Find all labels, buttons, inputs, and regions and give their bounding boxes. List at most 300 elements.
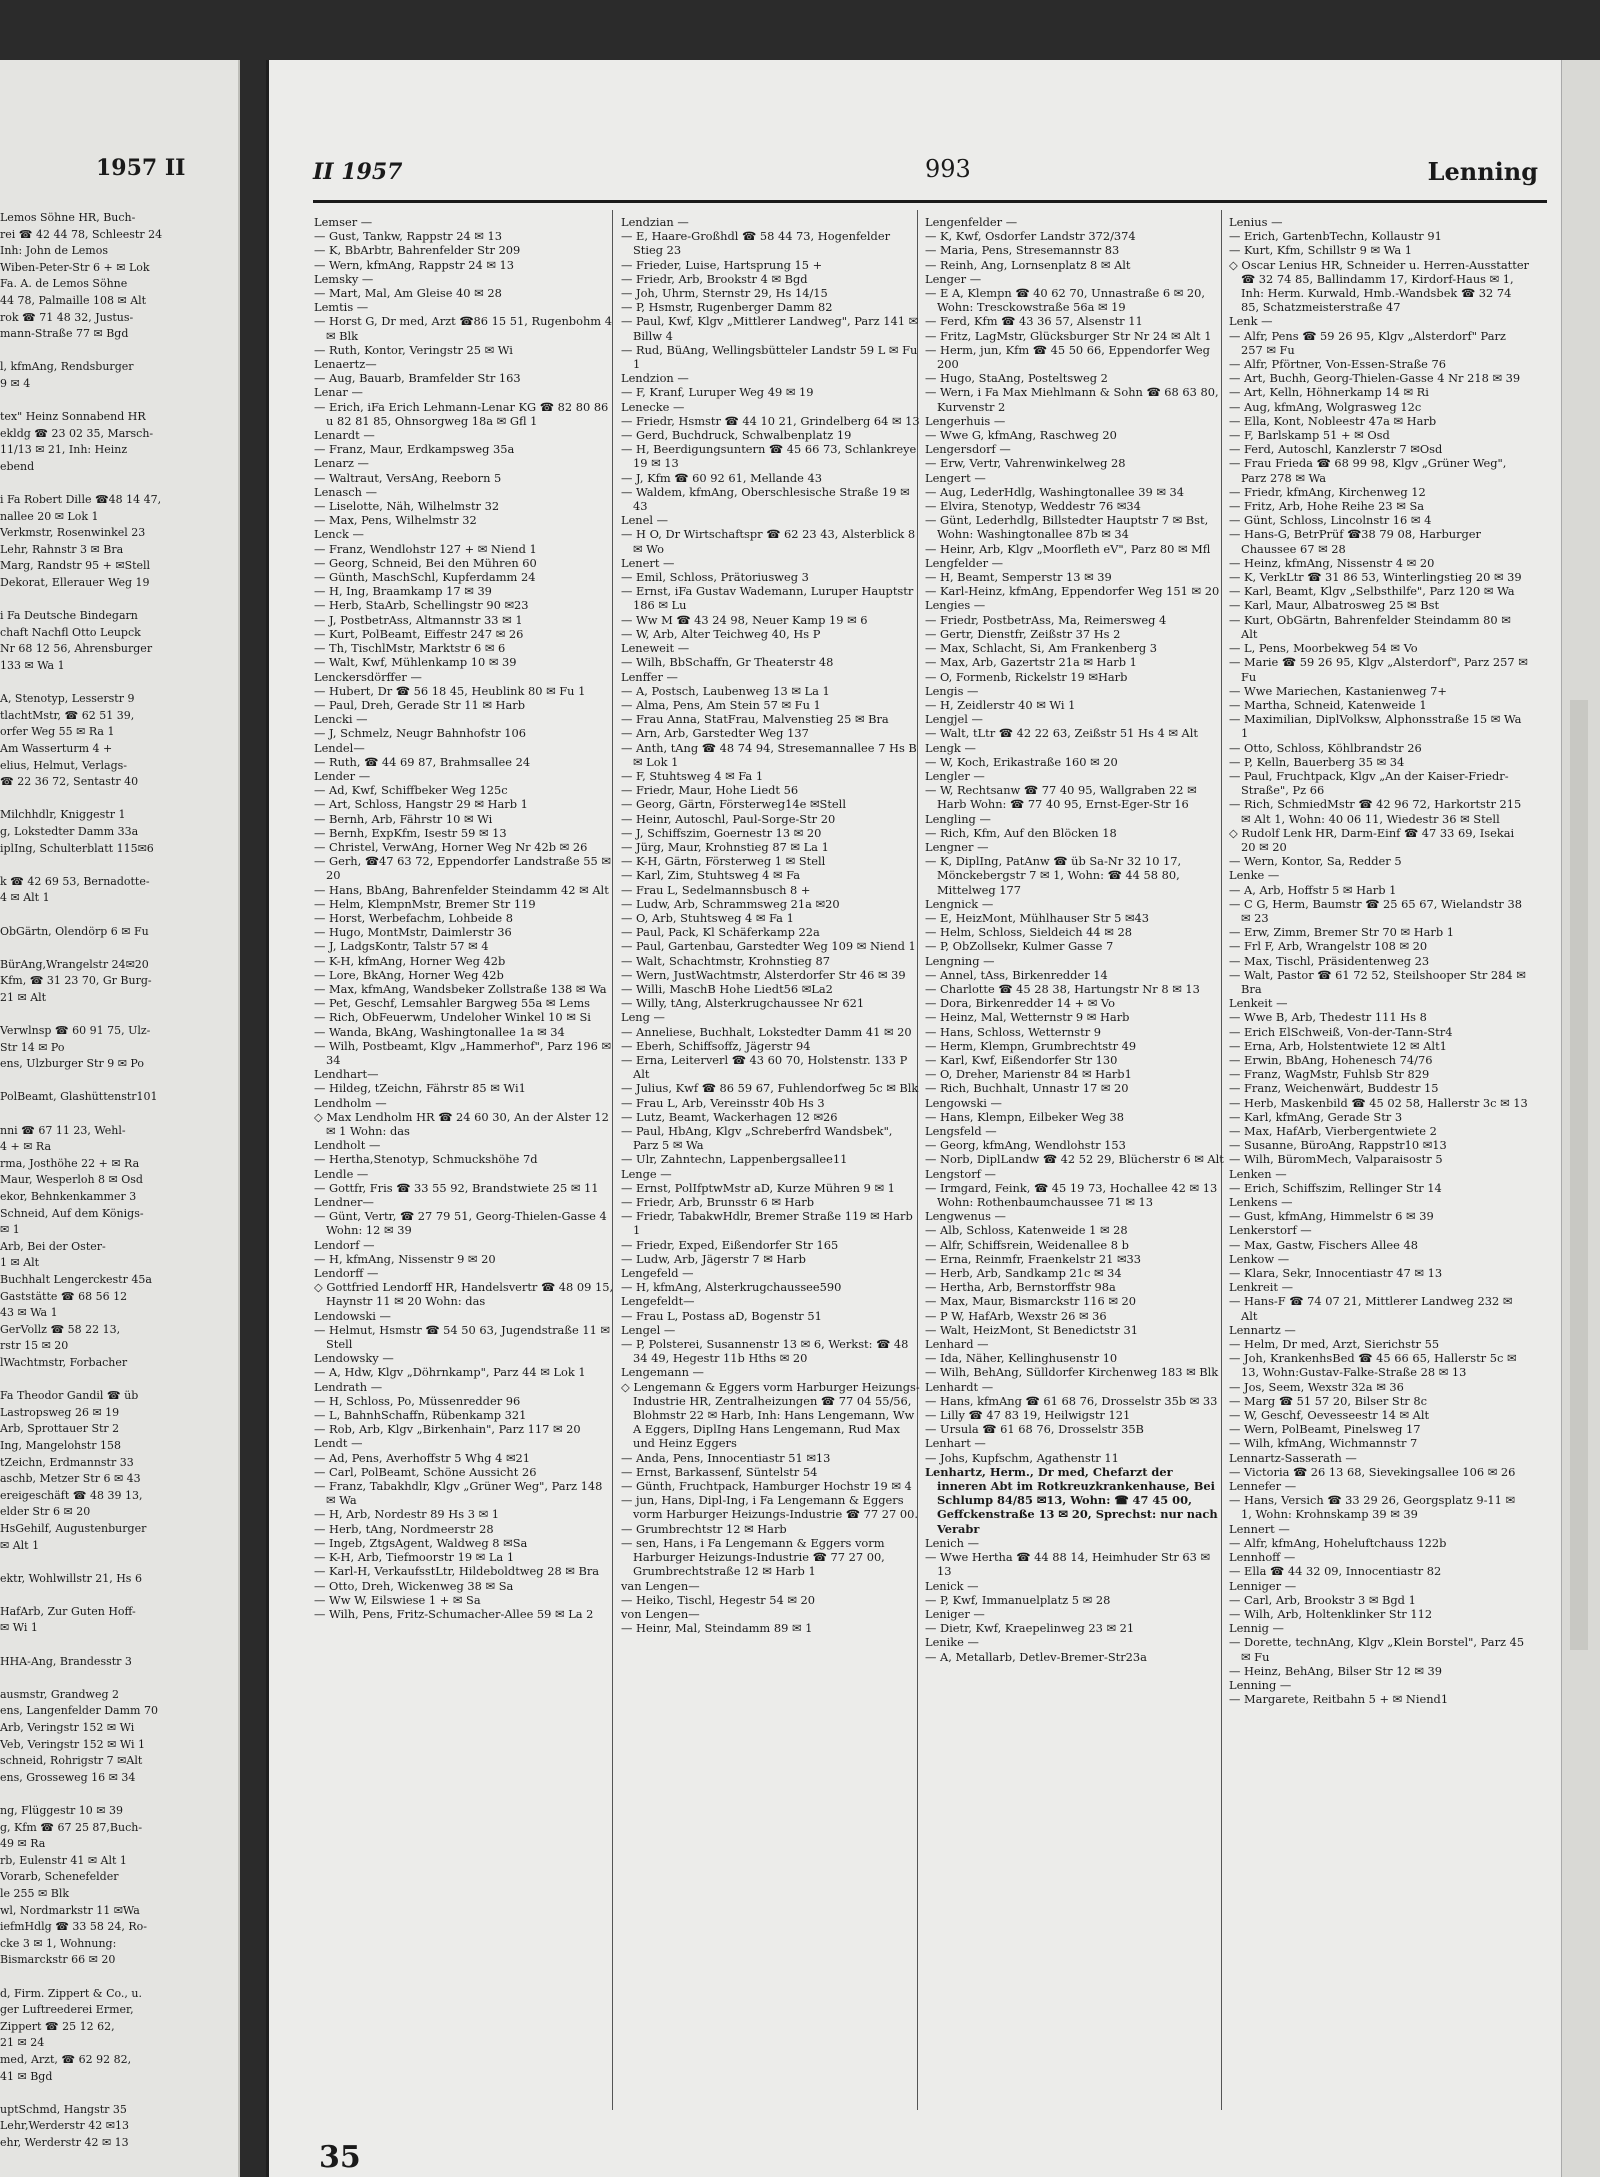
directory-entry: — Günt, Schloss, Lincolnstr 16 ✉ 4 bbox=[1229, 513, 1432, 528]
directory-entry: — Hertha,Stenotyp, Schmuckshöhe 7d bbox=[314, 1152, 538, 1167]
directory-entry: — Walt, Schachtmstr, Krohnstieg 87 bbox=[621, 953, 830, 968]
left-page-line: 1 ✉ Alt bbox=[0, 1256, 40, 1270]
left-page-line bbox=[0, 907, 236, 924]
directory-entry: — Franz, Tabakhdlr, Klgv „Grüner Weg", Parz 148 ✉ Wa bbox=[314, 1479, 603, 1508]
directory-entry: — Ella, Kont, Nobleestr 47a ✉ Harb bbox=[1229, 413, 1437, 428]
left-page-line: 21 ✉ Alt bbox=[0, 990, 47, 1004]
surname-heading: Lendzion — bbox=[621, 371, 689, 386]
directory-entry: — J, Schmelz, Neugr Bahnhofstr 106 bbox=[314, 726, 526, 741]
surname-heading: Lendel— bbox=[314, 740, 365, 755]
surname-heading: Lenarz — bbox=[314, 456, 369, 471]
left-page-line bbox=[0, 1554, 236, 1571]
directory-entry: — Horst, Werbefachm, Lohbeide 8 bbox=[314, 910, 514, 925]
directory-entry: — Wern, i Fa Max Miehlmann & Sohn ☎ 68 63 80, Kurvenstr 2 bbox=[925, 385, 1219, 414]
directory-entry: — Gust, kfmAng, Himmelstr 6 ✉ 39 bbox=[1229, 1209, 1434, 1224]
directory-entry: — Ida, Näher, Kellinghusenstr 10 bbox=[925, 1351, 1118, 1366]
directory-entry: — H, Schloss, Po, Müssenredder 96 bbox=[314, 1393, 521, 1408]
directory-entry: — Martha, Schneid, Katenweide 1 bbox=[1229, 697, 1427, 712]
surname-heading: Lengemann — bbox=[621, 1365, 704, 1380]
directory-entry: — Frl F, Arb, Wrangelstr 108 ✉ 20 bbox=[1229, 939, 1428, 954]
directory-entry: — Alma, Pens, Am Stein 57 ✉ Fu 1 bbox=[621, 697, 821, 712]
directory-entry: — Art, Kelln, Höhnerkamp 14 ✉ Ri bbox=[1229, 385, 1429, 400]
directory-entry: — Margarete, Reitbahn 5 + ✉ Niend1 bbox=[1229, 1692, 1449, 1707]
directory-entry: — Emil, Schloss, Prätoriusweg 3 bbox=[621, 570, 809, 585]
left-page-line: ebend bbox=[0, 459, 35, 473]
directory-entry: — Erna, Arb, Holstentwiete 12 ✉ Alt1 bbox=[1229, 1038, 1447, 1053]
directory-entry: — Wilh, BbSchaffn, Gr Theaterstr 48 bbox=[621, 655, 834, 670]
left-page-line: cke 3 ✉ 1, Wohnung: bbox=[0, 1936, 117, 1950]
directory-entry: — Carl, Arb, Brookstr 3 ✉ Bgd 1 bbox=[1229, 1592, 1416, 1607]
directory-entry: — J, PostbetrAss, Altmannstr 33 ✉ 1 bbox=[314, 612, 523, 627]
left-page-line: g, Lokstedter Damm 33a bbox=[0, 824, 139, 838]
left-page-line: Verwlnsp ☎ 60 91 75, Ulz- bbox=[0, 1024, 151, 1038]
left-page-line: ekor, Behnkenkammer 3 bbox=[0, 1190, 137, 1204]
left-page-line bbox=[0, 476, 236, 493]
directory-entry: — Walt, tLtr ☎ 42 22 63, Zeißstr 51 Hs 4 ✉ Alt bbox=[925, 726, 1198, 741]
directory-entry: — Georg, Schneid, Bei den Mühren 60 bbox=[314, 555, 537, 570]
surname-heading: Lenasch — bbox=[314, 484, 378, 499]
directory-entry: — Julius, Kwf ☎ 86 59 67, Fuhlendorfweg 5c ✉ Blk bbox=[621, 1081, 919, 1096]
surname-heading: Lenger — bbox=[925, 271, 982, 286]
directory-entry: — Alfr, Pens ☎ 59 26 95, Klgv „Alsterdorf" Parz 257 ✉ Fu bbox=[1229, 328, 1506, 357]
left-page-line: ektr, Wohlwillstr 21, Hs 6 bbox=[0, 1571, 142, 1585]
left-page-line: uptSchmd, Hangstr 35 bbox=[0, 2102, 127, 2116]
directory-entry: — Joh, KrankenhsBed ☎ 45 66 65, Hallerstr 5c ✉ 13, Wohn:Gustav-Falke-Straße 28 ✉ 13 bbox=[1229, 1351, 1517, 1380]
directory-entry: — E, HeizMont, Mühlhauser Str 5 ✉43 bbox=[925, 910, 1150, 925]
left-page-line: ens, Ulzburger Str 9 ✉ Po bbox=[0, 1057, 145, 1071]
directory-entry: — Günt, Lederhdlg, Billstedter Hauptstr 7 ✉ Bst, Wohn: Washingtonallee 87b ✉ 34 bbox=[925, 513, 1209, 542]
left-page-line: Verkmstr, Rosenwinkel 23 bbox=[0, 526, 146, 540]
directory-entry: — Ella ☎ 44 32 09, Innocentiastr 82 bbox=[1229, 1564, 1442, 1579]
directory-entry: — Grumbrechtstr 12 ✉ Harb bbox=[621, 1521, 787, 1536]
surname-heading: Lengefeld — bbox=[621, 1266, 694, 1281]
surname-heading: Lenar — bbox=[314, 385, 363, 400]
left-page-line: Schneid, Auf dem Königs- bbox=[0, 1206, 144, 1220]
directory-entry: — Karl, kfmAng, Gerade Str 3 bbox=[1229, 1109, 1403, 1124]
directory-entry: — Waltraut, VersAng, Reeborn 5 bbox=[314, 470, 502, 485]
left-page-line: Arb, Sprottauer Str 2 bbox=[0, 1422, 120, 1436]
surname-heading: Lenkeit — bbox=[1229, 996, 1288, 1011]
directory-entry: — Hans-F ☎ 74 07 21, Mittlerer Landweg 232 ✉ Alt bbox=[1229, 1294, 1513, 1323]
directory-entry: — Karl, Zim, Stuhtsweg 4 ✉ Fa bbox=[621, 868, 801, 883]
surname-heading: Lenhardt — bbox=[925, 1379, 994, 1394]
left-page-line bbox=[0, 1106, 236, 1123]
surname-heading: Lengsfeld — bbox=[925, 1124, 997, 1138]
directory-entry: — Rich, Buchhalt, Unnastr 17 ✉ 20 bbox=[925, 1081, 1129, 1096]
directory-entry: — Walt, HeizMont, St Benedictstr 31 bbox=[925, 1322, 1139, 1337]
page-header bbox=[313, 155, 1538, 195]
directory-entry: — Arn, Arb, Garstedter Weg 137 bbox=[621, 726, 809, 741]
directory-entry: — Heinz, BehAng, Bilser Str 12 ✉ 39 bbox=[1229, 1663, 1442, 1678]
left-page-line bbox=[0, 592, 236, 609]
left-page-line bbox=[0, 1969, 236, 1986]
directory-entry: — Wwe G, kfmAng, Raschweg 20 bbox=[925, 428, 1117, 443]
surname-heading: Lengwenus — bbox=[925, 1209, 1006, 1224]
directory-entry: — W, Arb, Alter Teichweg 40, Hs P bbox=[621, 626, 821, 641]
left-page-line bbox=[0, 343, 236, 360]
directory-entry: — Heiko, Tischl, Hegestr 54 ✉ 20 bbox=[621, 1592, 815, 1607]
surname-heading: Lennert — bbox=[1229, 1521, 1290, 1536]
surname-heading: Lenck — bbox=[314, 527, 364, 542]
surname-heading: Leneweit — bbox=[621, 641, 690, 656]
left-page-line bbox=[0, 940, 236, 957]
directory-entry: — Helm, Dr med, Arzt, Sierichstr 55 bbox=[1229, 1337, 1440, 1352]
surname-heading: Lenardt — bbox=[314, 428, 375, 443]
directory-entry: — Lilly ☎ 47 83 19, Heilwigstr 121 bbox=[925, 1408, 1131, 1423]
directory-entry: — Charlotte ☎ 45 28 38, Hartungstr Nr 8 ✉ 13 bbox=[925, 981, 1200, 996]
left-page-line: A, Stenotyp, Lesserstr 9 bbox=[0, 692, 135, 706]
surname-heading: van Lengen— bbox=[621, 1578, 700, 1593]
left-page-line: Nr 68 12 56, Ahrensburger bbox=[0, 642, 153, 656]
left-page-line: iefmHdlg ☎ 33 58 24, Ro- bbox=[0, 1920, 148, 1934]
directory-entry: — Kurt, PolBeamt, Eiffestr 247 ✉ 26 bbox=[314, 626, 524, 641]
surname-heading: Lenke — bbox=[1229, 868, 1280, 883]
directory-entry: — Karl-H, VerkaufsstLtr, Hildeboldtweg 28 ✉ Bra bbox=[314, 1564, 600, 1579]
left-page-line: Ing, Mangelohstr 158 bbox=[0, 1438, 121, 1452]
directory-entry: ◇ Oscar Lenius HR, Schneider u. Herren-Ausstatter ☎ 32 74 85, Ballindamm 17, Kirdorf-Haus ✉ 1, Inh: Herm. Kurwald, Hmb.-Wandsbek ☎ 32 74 85, Schatzmeisterstraße 47 bbox=[1229, 257, 1530, 315]
surname-heading: Lenning — bbox=[1229, 1677, 1292, 1692]
header-volume-year: II 1957 bbox=[313, 159, 403, 185]
directory-entry: — Max, HafArb, Vierbergentwiete 2 bbox=[1229, 1124, 1437, 1138]
left-page-line: rei ☎ 42 44 78, Schleestr 24 bbox=[0, 227, 163, 241]
directory-entry: — P, Kwf, Immanuelplatz 5 ✉ 28 bbox=[925, 1592, 1111, 1607]
directory-entry: — Frieder, Luise, Hartsprung 15 + bbox=[621, 257, 823, 272]
directory-entry: — K-H, Arb, Tiefmoorstr 19 ✉ La 1 bbox=[314, 1550, 515, 1565]
directory-entry: — Marg ☎ 51 57 20, Bilser Str 8c bbox=[1229, 1393, 1427, 1408]
directory-entry: — F, Stuhtsweg 4 ✉ Fa 1 bbox=[621, 768, 764, 783]
directory-entry: — Ingeb, ZtgsAgent, Waldweg 8 ✉Sa bbox=[314, 1535, 528, 1550]
surname-heading: Lendowsky — bbox=[314, 1351, 394, 1366]
directory-entry: — Norb, DiplLandw ☎ 42 52 29, Blücherstr 6 ✉ Alt bbox=[925, 1152, 1224, 1167]
left-page-line bbox=[0, 1073, 236, 1090]
directory-entry: — Paul, Fruchtpack, Klgv „An der Kaiser-Friedr-Straße", Pz 66 bbox=[1229, 768, 1509, 798]
directory-entry: — Ruth, Kontor, Veringstr 25 ✉ Wi bbox=[314, 342, 513, 357]
directory-entry: — Otto, Schloss, Köhlbrandstr 26 bbox=[1229, 740, 1422, 755]
directory-entry: — Max, Gastw, Fischers Allee 48 bbox=[1229, 1237, 1418, 1252]
directory-entry: ◇ Rudolf Lenk HR, Darm-Einf ☎ 47 33 69, Isekai 20 ✉ 20 bbox=[1229, 825, 1515, 854]
left-page-line: rma, Josthöhe 22 + ✉ Ra bbox=[0, 1156, 140, 1170]
directory-entry: — Paul, Gartenbau, Garstedter Weg 109 ✉ Niend 1 bbox=[621, 939, 916, 954]
left-page-line: rb, Eulenstr 41 ✉ Alt 1 bbox=[0, 1853, 127, 1867]
directory-entry: — K, DiplIng, PatAnw ☎ üb Sa-Nr 32 10 17, Mönckebergstr 7 ✉ 1, Wohn: ☎ 44 58 80, Mittelweg 177 bbox=[925, 854, 1182, 897]
surname-heading: Lenkow — bbox=[1229, 1251, 1290, 1266]
directory-entry: — A, Arb, Hoffstr 5 ✉ Harb 1 bbox=[1229, 882, 1397, 897]
directory-entry: — Ruth, ☎ 44 69 87, Brahmsallee 24 bbox=[314, 754, 531, 769]
directory-entry: — Karl, Kwf, Eißendorfer Str 130 bbox=[925, 1052, 1118, 1067]
surname-heading: Lennartz — bbox=[1229, 1322, 1296, 1337]
directory-entry: — Lutz, Beamt, Wackerhagen 12 ✉26 bbox=[621, 1109, 838, 1124]
directory-entry: — Paul, HbAng, Klgv „Schreberfrd Wandsbek", Parz 5 ✉ Wa bbox=[621, 1124, 893, 1153]
left-page-line: orfer Weg 55 ✉ Ra 1 bbox=[0, 725, 115, 739]
surname-heading: Lenhard — bbox=[925, 1337, 989, 1352]
directory-entry: — Franz, WagMstr, Fuhlsb Str 829 bbox=[1229, 1067, 1430, 1082]
surname-heading: Lemtis — bbox=[314, 300, 369, 315]
directory-entry: — Gerd, Buchdruck, Schwalbenplatz 19 bbox=[621, 428, 852, 443]
surname-heading: Lengfelder — bbox=[925, 555, 1004, 570]
directory-entry: — Aug, LederHdlg, Washingtonallee 39 ✉ 34 bbox=[925, 484, 1184, 499]
directory-entry: — Jos, Seem, Wexstr 32a ✉ 36 bbox=[1229, 1379, 1404, 1394]
left-page-line: HsGehilf, Augustenburger bbox=[0, 1521, 147, 1535]
directory-entry: — Erich, iFa Erich Lehmann-Lenar KG ☎ 82 80 86 u 82 81 85, Ohnsorgweg 18a ✉ Gfl 1 bbox=[314, 399, 609, 428]
left-page-line: i Fa Robert Dille ☎48 14 47, bbox=[0, 493, 162, 507]
left-page-line: Gaststätte ☎ 68 56 12 bbox=[0, 1289, 128, 1303]
directory-entry: — Helm, KlempnMstr, Bremer Str 119 bbox=[314, 896, 536, 911]
directory-entry: — Wern, PolBeamt, Pinelsweg 17 bbox=[1229, 1422, 1421, 1437]
left-page-line: Milchhdlr, Kniggestr 1 bbox=[0, 808, 126, 822]
directory-entry: — Friedr, Maur, Hohe Liedt 56 bbox=[621, 783, 799, 798]
directory-entry: — Willy, tAng, Alsterkrugchaussee Nr 621 bbox=[621, 996, 865, 1011]
directory-entry: — Anth, tAng ☎ 48 74 94, Stresemannallee 7 Hs B ✉ Lok 1 bbox=[621, 740, 917, 769]
directory-entry: — Max, Schlacht, Si, Am Frankenberg 3 bbox=[925, 641, 1158, 656]
left-page-line: ng, Flüggestr 10 ✉ 39 bbox=[0, 1804, 123, 1817]
surname-heading: Lenhart — bbox=[925, 1436, 986, 1451]
directory-entry: — Marie ☎ 59 26 95, Klgv „Alsterdorf", Parz 257 ✉ Fu bbox=[1229, 655, 1528, 684]
directory-entry: — Ernst, Barkassenf, Süntelstr 54 bbox=[621, 1464, 818, 1479]
left-page-line: rok ☎ 71 48 32, Justus- bbox=[0, 310, 134, 324]
directory-entry: — Horst G, Dr med, Arzt ☎86 15 51, Rugenbohm 4 ✉ Blk bbox=[314, 314, 612, 343]
directory-entry: — Ww W, Eilswiese 1 + ✉ Sa bbox=[314, 1592, 481, 1607]
left-page-line: Zippert ☎ 25 12 62, bbox=[0, 2019, 115, 2033]
surname-heading: Lenkerstorf — bbox=[1229, 1223, 1312, 1238]
directory-entry: — Gottfr, Fris ☎ 33 55 92, Brandstwiete 25 ✉ 11 bbox=[314, 1180, 599, 1195]
surname-heading: Lengel — bbox=[621, 1322, 676, 1337]
left-page-line bbox=[0, 393, 236, 410]
directory-entry: — Hans-G, BetrPrüf ☎38 79 08, Harburger Chaussee 67 ✉ 28 bbox=[1229, 527, 1481, 556]
surname-heading: Lennefer — bbox=[1229, 1479, 1297, 1494]
surname-heading: Lengstorf — bbox=[925, 1166, 996, 1181]
directory-entry: — H, kfmAng, Nissenstr 9 ✉ 20 bbox=[314, 1251, 496, 1266]
directory-page bbox=[266, 60, 1600, 2177]
left-page-line: Lastropsweg 26 ✉ 19 bbox=[0, 1405, 120, 1419]
directory-entry: — Hans, Schloss, Wetternstr 9 bbox=[925, 1024, 1102, 1039]
directory-entry: — Rich, SchmiedMstr ☎ 42 96 72, Harkortstr 215 ✉ Alt 1, Wohn: 40 06 11, Wiedestr 36 ✉ Stell bbox=[1229, 797, 1522, 826]
directory-entry: — Gust, Tankw, Rappstr 24 ✉ 13 bbox=[314, 229, 502, 244]
directory-entry: — Karl, Maur, Albatrosweg 25 ✉ Bst bbox=[1229, 598, 1440, 613]
directory-entry: — Günth, MaschSchl, Kupferdamm 24 bbox=[314, 570, 536, 585]
directory-entry: — Anneliese, Buchhalt, Lokstedter Damm 41 ✉ 20 bbox=[621, 1024, 912, 1039]
directory-entry: — Otto, Dreh, Wickenweg 38 ✉ Sa bbox=[314, 1578, 514, 1593]
directory-entry: — P W, HafArb, Wexstr 26 ✉ 36 bbox=[925, 1308, 1107, 1323]
directory-entry: — A, Hdw, Klgv „Döhrnkamp", Parz 44 ✉ Lok 1 bbox=[314, 1365, 586, 1380]
directory-entry: — Wilh, Postbeamt, Klgv „Hammerhof", Parz 196 ✉ 34 bbox=[314, 1038, 612, 1067]
surname-heading: Lenffer — bbox=[621, 669, 678, 684]
directory-entry: — Annel, tAss, Birkenredder 14 bbox=[925, 967, 1108, 982]
directory-entry: — Erw, Zimm, Bremer Str 70 ✉ Harb 1 bbox=[1229, 925, 1455, 940]
directory-entry: — Aug, Bauarb, Bramfelder Str 163 bbox=[314, 371, 521, 386]
directory-entry: — J, Kfm ☎ 60 92 61, Mellande 43 bbox=[621, 470, 823, 485]
left-page-line: ObGärtn, Olendörp 6 ✉ Fu bbox=[0, 924, 149, 938]
directory-entry: — Ludw, Arb, Schrammsweg 21a ✉20 bbox=[621, 896, 840, 911]
directory-entry: — Georg, kfmAng, Wendlohstr 153 bbox=[925, 1138, 1126, 1153]
left-page-line bbox=[0, 791, 236, 808]
directory-entry: — Reinh, Ang, Lornsenplatz 8 ✉ Alt bbox=[925, 257, 1131, 272]
directory-entry: — K, VerkLtr ☎ 31 86 53, Winterlingstieg 20 ✉ 39 bbox=[1229, 570, 1522, 585]
surname-heading: Lenniger — bbox=[1229, 1578, 1297, 1593]
directory-entry: — Heinz, kfmAng, Nissenstr 4 ✉ 20 bbox=[1229, 555, 1435, 570]
directory-entry: — J, LadgsKontr, Talstr 57 ✉ 4 bbox=[314, 939, 489, 954]
directory-entry: ◇ Gottfried Lendorff HR, Handelsvertr ☎ 48 09 15, Haynstr 11 ✉ 20 Wohn: das bbox=[314, 1280, 614, 1309]
surname-heading: Lengler — bbox=[925, 768, 985, 783]
surname-heading: Lenken — bbox=[1229, 1166, 1287, 1181]
directory-entry: — Ferd, Kfm ☎ 43 36 57, Alsenstr 11 bbox=[925, 314, 1143, 329]
directory-entry: — Paul, Dreh, Gerade Str 11 ✉ Harb bbox=[314, 697, 525, 712]
left-page-line: ehr, Werderstr 42 ✉ 13 bbox=[0, 2135, 129, 2149]
surname-heading: Lendle — bbox=[314, 1166, 369, 1181]
left-page-line: ereigeschäft ☎ 48 39 13, bbox=[0, 1488, 143, 1502]
column-1 bbox=[314, 215, 614, 1621]
header-page-number: 993 bbox=[925, 155, 971, 183]
directory-entry: — Irmgard, Feink, ☎ 45 19 73, Hochallee 42 ✉ 13 Wohn: Rothenbaumchaussee 71 ✉ 13 bbox=[925, 1180, 1218, 1210]
directory-entry: — Franz, Maur, Erdkampsweg 35a bbox=[314, 442, 515, 457]
directory-entry: — Walt, Kwf, Mühlenkamp 10 ✉ 39 bbox=[314, 655, 517, 670]
surname-heading: Lendowski — bbox=[314, 1308, 391, 1323]
left-page-line bbox=[0, 2085, 236, 2102]
directory-entry: — F, Barlskamp 51 + ✉ Osd bbox=[1229, 428, 1390, 443]
directory-entry: — Frau Anna, StatFrau, Malvenstieg 25 ✉ Bra bbox=[621, 712, 889, 727]
surname-heading: von Lengen— bbox=[621, 1606, 700, 1621]
surname-heading: Lendholm — bbox=[314, 1095, 387, 1110]
surname-heading: Lendzian — bbox=[621, 215, 689, 229]
directory-entry: — Hans, Versich ☎ 33 29 26, Georgsplatz 9-11 ✉ 1, Wohn: Krohnskamp 39 ✉ 39 bbox=[1229, 1493, 1516, 1522]
directory-entry: — Hans, BbAng, Bahrenfelder Steindamm 42 ✉ Alt bbox=[314, 882, 609, 897]
directory-entry: — Hans, Klempn, Eilbeker Weg 38 bbox=[925, 1109, 1124, 1124]
left-page-line: ausmstr, Grandweg 2 bbox=[0, 1687, 120, 1701]
left-page-line: med, Arzt, ☎ 62 92 82, bbox=[0, 2052, 132, 2066]
left-page-line: Kfm, ☎ 31 23 70, Gr Burg- bbox=[0, 974, 152, 988]
directory-entry: — Wern, Kontor, Sa, Redder 5 bbox=[1229, 854, 1402, 869]
directory-entry: — P, Hsmstr, Rugenberger Damm 82 bbox=[621, 300, 833, 315]
directory-entry: — Max, Arb, Gazertstr 21a ✉ Harb 1 bbox=[925, 655, 1137, 670]
directory-entry: — Erwin, BbAng, Hohenesch 74/76 bbox=[1229, 1052, 1433, 1067]
directory-entry: — Ad, Kwf, Schiffbeker Weg 125c bbox=[314, 783, 508, 798]
directory-entry: — J, Schiffszim, Goernestr 13 ✉ 20 bbox=[621, 825, 822, 840]
directory-entry: — Wilh, Pens, Fritz-Schumacher-Allee 59 ✉ La 2 bbox=[314, 1606, 594, 1621]
left-page-line: 4 ✉ Alt 1 bbox=[0, 891, 50, 905]
directory-entry: — Klara, Sekr, Innocentiastr 47 ✉ 13 bbox=[1229, 1266, 1443, 1281]
directory-entry: — Helmut, Hsmstr ☎ 54 50 63, Jugendstraße 11 ✉ Stell bbox=[314, 1322, 610, 1352]
surname-heading: Lendholt — bbox=[314, 1138, 381, 1153]
surname-heading: Lendrath — bbox=[314, 1379, 383, 1394]
directory-entry: — Frau Frieda ☎ 68 99 98, Klgv „Grüner Weg", Parz 278 ✉ Wa bbox=[1229, 456, 1507, 485]
directory-entry: — Frau L, Arb, Vereinsstr 40b Hs 3 bbox=[621, 1095, 825, 1110]
left-page-line: ✉ Wi 1 bbox=[0, 1621, 38, 1635]
directory-entry: ◇ Lengemann & Eggers vorm Harburger Heizungs-Industrie HR, Zentralheizungen ☎ 77 04 55/56, Blohmstr 22 ✉ Harb, Inh: Hans Lengemann, Ww A Eggers, DiplIng Hans Lengemann, Rud Max und Heinz Eggers bbox=[621, 1379, 920, 1451]
surname-heading: Lenecke — bbox=[621, 399, 685, 414]
surname-heading: Lenk — bbox=[1229, 314, 1273, 329]
page-edge-strip bbox=[1561, 60, 1600, 2177]
surname-heading: Lengis — bbox=[925, 683, 979, 698]
directory-entry: — Erich, Schiffszim, Rellinger Str 14 bbox=[1229, 1180, 1442, 1195]
left-page-line: 9 ✉ 4 bbox=[0, 376, 31, 390]
directory-entry: — Wilh, BüromMech, Valparaisostr 5 bbox=[1229, 1152, 1443, 1167]
left-page-line: 133 ✉ Wa 1 bbox=[0, 659, 65, 673]
directory-entry: — Herb, Arb, Sandkamp 21c ✉ 34 bbox=[925, 1266, 1122, 1281]
directory-entry: — Günth, Fruchtpack, Hamburger Hochstr 19 ✉ 4 bbox=[621, 1479, 912, 1494]
directory-entry: — Carl, PolBeamt, Schöne Aussicht 26 bbox=[314, 1464, 537, 1479]
directory-entry: — Maximilian, DiplVolksw, Alphonsstraße 15 ✉ Wa 1 bbox=[1229, 712, 1522, 741]
directory-entry: — Ursula ☎ 61 68 76, Drosselstr 35B bbox=[925, 1422, 1144, 1437]
directory-entry: — O, Arb, Stuhtsweg 4 ✉ Fa 1 bbox=[621, 910, 794, 925]
directory-entry: — Rob, Arb, Klgv „Birkenhain", Parz 117 ✉ 20 bbox=[314, 1422, 581, 1437]
directory-entry: — Gerh, ☎47 63 72, Eppendorfer Landstraße 55 ✉ 20 bbox=[314, 854, 611, 883]
directory-entry: — H O, Dr Wirtschaftspr ☎ 62 23 43, Alsterblick 8 ✉ Wo bbox=[621, 527, 916, 556]
directory-entry: — O, Formenb, Rickelstr 19 ✉Harb bbox=[925, 669, 1128, 684]
directory-entry: — H, kfmAng, Alsterkrugchaussee590 bbox=[621, 1280, 842, 1295]
left-page-line: Marg, Randstr 95 + ✉Stell bbox=[0, 559, 151, 573]
surname-heading: Lennig — bbox=[1229, 1621, 1284, 1636]
directory-entry: — Paul, Pack, Kl Schäferkamp 22a bbox=[621, 925, 820, 940]
surname-heading: Lengnick — bbox=[925, 896, 994, 911]
surname-heading: Lenaertz— bbox=[314, 357, 377, 372]
left-page-line bbox=[0, 1372, 236, 1389]
directory-entry: — K, Kwf, Osdorfer Landstr 372/374 bbox=[925, 229, 1136, 244]
directory-entry: — Kurt, ObGärtn, Bahrenfelder Steindamm 80 ✉ Alt bbox=[1229, 612, 1511, 641]
directory-entry: — Mart, Mal, Am Gleise 40 ✉ 28 bbox=[314, 286, 502, 301]
left-page-line: chaft Nachfl Otto Leupck bbox=[0, 625, 141, 639]
directory-entry: — Elvira, Stenotyp, Weddestr 76 ✉34 bbox=[925, 499, 1141, 514]
surname-heading: Lendorf — bbox=[314, 1237, 375, 1252]
surname-heading: Lengert — bbox=[925, 470, 986, 485]
directory-entry: — W, Koch, Erikastraße 160 ✉ 20 bbox=[925, 754, 1118, 769]
directory-entry: — Herb, Maskenbild ☎ 45 02 58, Hallerstr 3c ✉ 13 bbox=[1229, 1095, 1528, 1110]
left-page-line: wl, Nordmarkstr 11 ✉Wa bbox=[0, 1903, 140, 1917]
directory-entry: — Ernst, PolIfptwMstr aD, Kurze Mühren 9 ✉ 1 bbox=[621, 1180, 895, 1195]
directory-entry: — O, Dreher, Marienstr 84 ✉ Harb1 bbox=[925, 1067, 1132, 1082]
left-page-line: ✉ Alt 1 bbox=[0, 1538, 40, 1552]
directory-entry: — Dietr, Kwf, Kraepelinweg 23 ✉ 21 bbox=[925, 1621, 1135, 1636]
directory-entry: ◇ Max Lendholm HR ☎ 24 60 30, An der Alster 12 ✉ 1 Wohn: das bbox=[314, 1109, 609, 1138]
directory-entry: — Ludw, Arb, Jägerstr 7 ✉ Harb bbox=[621, 1251, 806, 1266]
left-page-line: Bismarckstr 66 ✉ 20 bbox=[0, 1953, 116, 1967]
directory-entry: — Wwe Mariechen, Kastanienweg 7+ bbox=[1229, 683, 1447, 698]
directory-entry: — K-H, kfmAng, Horner Weg 42b bbox=[314, 953, 506, 968]
directory-entry: — Wwe Hertha ☎ 44 88 14, Heimhuder Str 63 ✉ 13 bbox=[925, 1550, 1211, 1579]
left-page-line: ger Luftreederei Ermer, bbox=[0, 2003, 134, 2017]
directory-entry: — Ferd, Autoschl, Kanzlerstr 7 ✉Osd bbox=[1229, 442, 1443, 457]
surname-heading: Lennhoff — bbox=[1229, 1550, 1296, 1565]
left-page-line: elder Str 6 ✉ 20 bbox=[0, 1505, 91, 1519]
left-page-line: l, kfmAng, Rendsburger bbox=[0, 360, 134, 374]
directory-entry: — Heinr, Arb, Klgv „Moorfleth eV", Parz 80 ✉ Mfl bbox=[925, 541, 1211, 556]
directory-entry: — Susanne, BüroAng, Rappstr10 ✉13 bbox=[1229, 1138, 1447, 1153]
left-page-line: Wiben-Peter-Str 6 + ✉ Lok bbox=[0, 260, 150, 274]
left-page-line: Dekorat, Elleraueг Weg 19 bbox=[0, 576, 150, 590]
surname-heading: Lengning — bbox=[925, 953, 995, 968]
surname-heading: Lenick — bbox=[925, 1578, 979, 1593]
directory-entry: — Friedr, PostbetrAss, Ma, Reimersweg 4 bbox=[925, 612, 1167, 627]
directory-entry: — Rich, ObFeuerwm, Undeloher Winkel 10 ✉ Si bbox=[314, 1010, 591, 1025]
left-page-line: tlachtMstr, ☎ 62 51 39, bbox=[0, 708, 135, 722]
left-page-line bbox=[0, 675, 236, 692]
directory-entry: — Friedr, Arb, Brunsstr 6 ✉ Harb bbox=[621, 1195, 814, 1210]
directory-entry: — Erna, Leiterverl ☎ 43 60 70, Holstenstr. 133 P Alt bbox=[621, 1052, 908, 1082]
directory-entry: — sen, Hans, i Fa Lengemann & Eggers vorm Harburger Heizungs-Industrie ☎ 77 27 00, Grumbrechtstraße 12 ✉ Harb 1 bbox=[621, 1535, 885, 1579]
directory-entry: — Heinz, Mal, Wetternstr 9 ✉ Harb bbox=[925, 1010, 1130, 1025]
left-page-header: 1957 II bbox=[96, 155, 186, 181]
directory-entry: — Erich ElSchweiß, Von-der-Tann-Str4 bbox=[1229, 1024, 1453, 1039]
directory-entry: — Erw, Vertr, Vahrenwinkelweg 28 bbox=[925, 456, 1126, 471]
left-page-line: aschb, Metzer Str 6 ✉ 43 bbox=[0, 1472, 141, 1486]
left-page-line: 41 ✉ Bgd bbox=[0, 2069, 53, 2083]
directory-entry: — C G, Herm, Baumstr ☎ 25 65 67, Wielandstr 38 ✉ 23 bbox=[1229, 896, 1522, 925]
left-page-line: Str 14 ✉ Po bbox=[0, 1040, 65, 1054]
directory-entry: — Georg, Gärtn, Försterweg14e ✉Stell bbox=[621, 797, 846, 812]
left-page-line: elius, Helmut, Verlags- bbox=[0, 758, 127, 772]
directory-entry: — Lore, BkAng, Horner Weg 42b bbox=[314, 967, 504, 982]
directory-entry: — Maria, Pens, Stresemannstr 83 bbox=[925, 243, 1120, 258]
directory-entry: — Gertr, Dienstfr, Zeißstr 37 Hs 2 bbox=[925, 626, 1121, 641]
footer-page-number: 35 bbox=[319, 2140, 361, 2175]
